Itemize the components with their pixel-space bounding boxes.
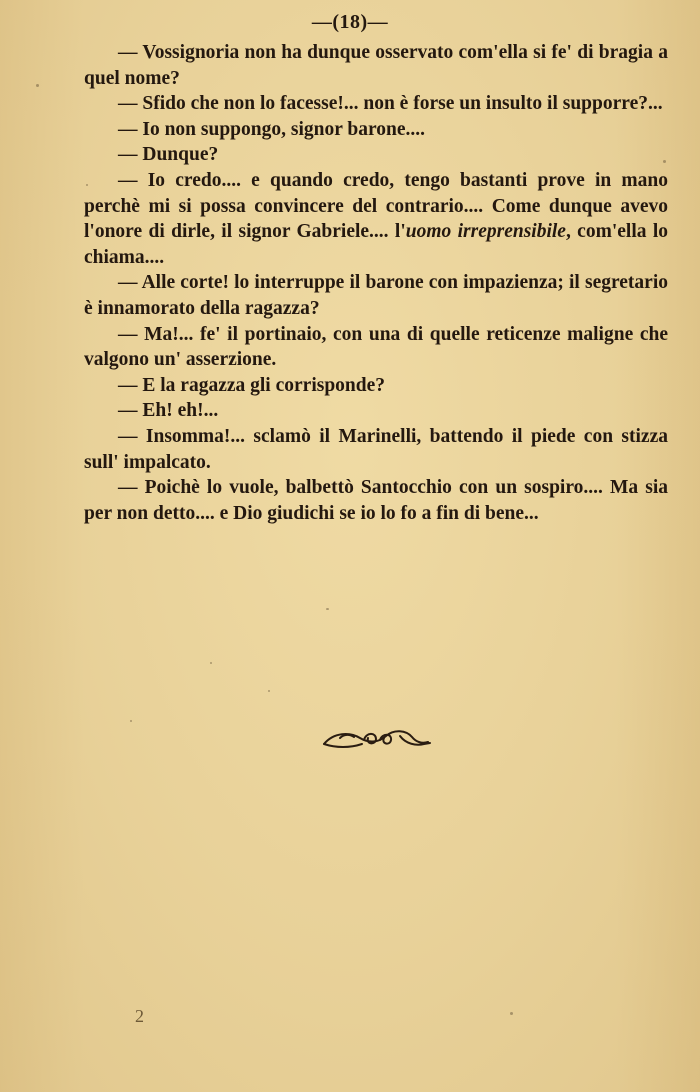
- paragraph: — E la ragazza gli corrisponde?: [118, 374, 386, 396]
- paper-speck: [663, 160, 666, 163]
- paper-speck: [292, 128, 294, 130]
- paragraph: — Sfido che non lo facesse!... non è forse un insulto il supporre?...: [118, 93, 663, 115]
- paragraph: — Poichè lo vuole, balbettò Santocchio con un sospiro.... Ma sia per non detto.... e Dio giudichi se io lo fo a fin di bene...: [84, 477, 668, 524]
- scroll-flourish-icon: [320, 722, 432, 754]
- paper-speck: [510, 1012, 513, 1015]
- paragraph: — Eh! eh!...: [118, 400, 219, 422]
- paragraph: — Vossignoria non ha dunque osservato com'ella si fe' di bragia a quel nome?: [84, 42, 668, 89]
- paper-speck: [326, 608, 329, 610]
- paragraph-text: — Io credo.... e quando credo, tengo bastanti prove in mano perchè mi si possa convincere del contrario.... Come dunque avevo l'onore di dirle, il signor Gabriele.... l': [84, 169, 668, 243]
- body-text: [84, 40, 668, 526]
- paper-speck: [210, 662, 212, 664]
- paper-speck: [86, 184, 88, 186]
- paper-speck: [268, 690, 270, 692]
- page-number: —(18)—: [311, 11, 389, 33]
- paragraph-text: , com'ella lo chiama....: [84, 221, 668, 268]
- paragraph: — Alle corte! lo interruppe il barone con impazienza; il segretario è innamorato della ragazza?: [84, 272, 668, 319]
- paragraph: — Dunque?: [118, 144, 219, 166]
- paragraph: [84, 168, 668, 270]
- signature-mark: 2: [135, 1006, 144, 1026]
- paper-speck: [36, 84, 39, 87]
- paper-speck: [260, 490, 262, 492]
- paragraph: — Io non suppongo, signor barone....: [118, 118, 426, 140]
- paragraph: — Ma!... fe' il portinaio, con una di quelle reticenze maligne che valgono un' asserzione.: [84, 323, 668, 371]
- paper-speck: [130, 720, 132, 722]
- italic-phrase: uomo irreprensibile: [405, 221, 566, 243]
- paragraph: — Insomma!... sclamò il Marinelli, battendo il piede con stizza sull' impalcato.: [84, 425, 668, 473]
